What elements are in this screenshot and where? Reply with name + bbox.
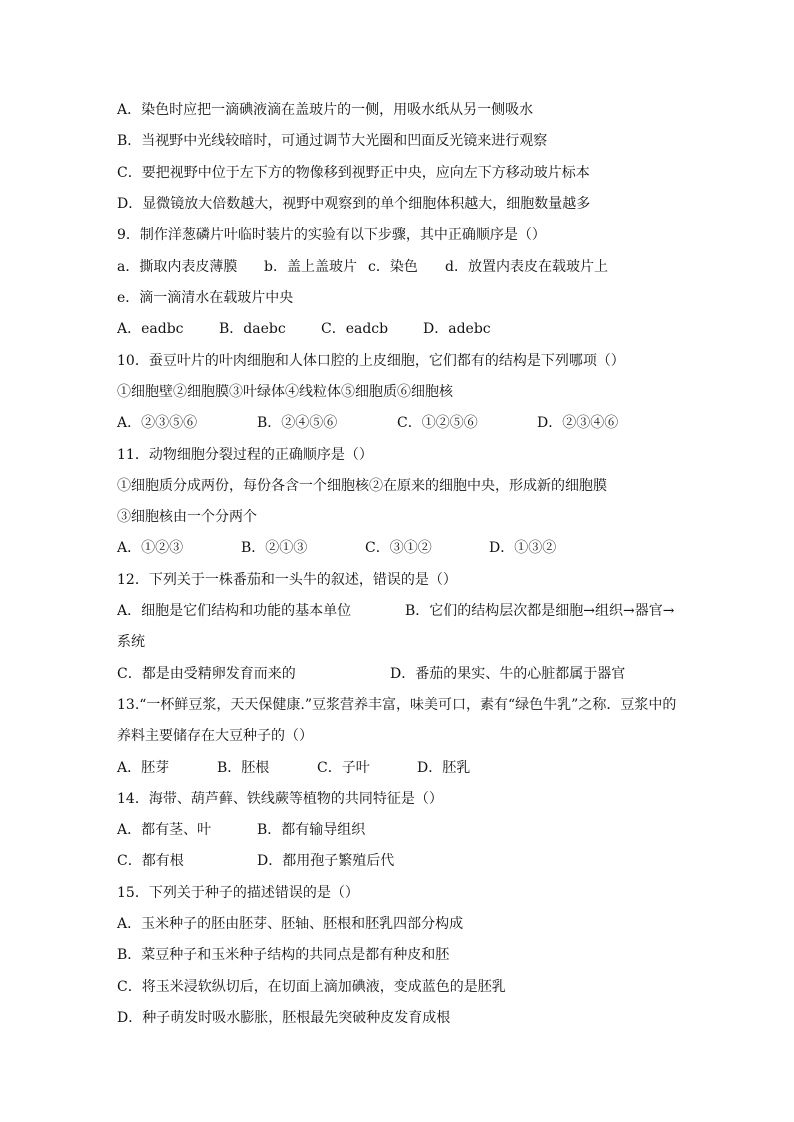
q11-option-c: C．③①② <box>365 540 432 556</box>
q11-options <box>117 536 556 560</box>
q14-options-ab <box>117 818 365 842</box>
q12-stem: 12．下列关于一株番茄和一头牛的叙述，错误的是（） <box>117 572 457 588</box>
q11-option-a: A．①②③ <box>117 540 184 556</box>
q10-option-a: A．②③⑤⑥ <box>117 415 198 431</box>
q12-option-d: D．番茄的果实、牛的心脏都属于器官 <box>390 666 626 682</box>
q12-option-b: B．它们的结构层次都是细胞→组织→器官→ <box>405 603 675 619</box>
q11-option-d: D．①③② <box>489 540 557 556</box>
q12-option-a: A．细胞是它们结构和功能的基本单位 <box>117 603 352 619</box>
q9-option-b: B．daebc <box>219 321 286 337</box>
q10-option-b: B．②④⑤⑥ <box>257 415 338 431</box>
q9-step-d: d．放置内表皮在载玻片上 <box>445 259 608 275</box>
q10-option-c: C．①②⑤⑥ <box>397 415 478 431</box>
q9-option-a: A．eadbc <box>117 321 184 337</box>
q12-option-c: C．都是由受精卵发育而来的 <box>117 666 296 682</box>
q9-step-a: a．撕取内表皮薄膜 <box>117 259 238 275</box>
q11-items-line1: ①细胞质分成两份，每份各含一个细胞核②在原来的细胞中央，形成新的细胞膜 <box>117 478 607 494</box>
q15-option-d: D．种子萌发时吸水膨胀，胚根最先突破种皮发育成根 <box>117 1010 451 1026</box>
q15-option-b: B．菜豆种子和玉米种子结构的共同点是都有种皮和胚 <box>117 947 450 963</box>
q12-option-b-cont: 系统 <box>117 634 145 650</box>
q9-step-e: e．滴一滴清水在载玻片中央 <box>117 290 294 306</box>
q14-option-b: B．都有输导组织 <box>257 822 366 838</box>
q13-stem-line2: 养料主要储存在大豆种子的（） <box>117 728 313 744</box>
q11-items-line2: ③细胞核由一个分两个 <box>117 509 257 525</box>
q15-option-c: C．将玉米浸软纵切后，在切面上滴加碘液，变成蓝色的是胚乳 <box>117 979 506 995</box>
q8-option-a: A．染色时应把一滴碘液滴在盖玻片的一侧，用吸水纸从另一侧吸水 <box>117 102 534 118</box>
q11-option-b: B．②①③ <box>241 540 308 556</box>
q13-option-b: B．胚根 <box>217 760 270 776</box>
q14-option-d: D．都用孢子繁殖后代 <box>257 853 395 869</box>
q14-stem: 14．海带、葫芦藓、铁线蕨等植物的共同特征是（） <box>117 791 443 807</box>
q14-options-cd <box>117 849 394 873</box>
q13-option-c: C．子叶 <box>317 760 370 776</box>
q8-option-b: B．当视野中光线较暗时，可通过调节大光圈和凹面反光镜来进行观察 <box>117 133 548 149</box>
q9-steps-line1 <box>117 255 608 279</box>
q15-option-a: A．玉米种子的胚由胚芽、胚轴、胚根和胚乳四部分构成 <box>117 916 464 932</box>
q13-options <box>117 756 470 780</box>
q13-stem-line1: 13.“一杯鲜豆浆，天天保健康.”豆浆营养丰富，味美可口，素有“绿色牛乳”之称．豆浆中的 <box>117 697 677 713</box>
q14-option-c: C．都有根 <box>117 853 184 869</box>
q11-stem: 11．动物细胞分裂过程的正确顺序是（） <box>117 447 373 463</box>
q9-option-c: C．eadcb <box>321 321 389 337</box>
q8-option-c: C．要把视野中位于左下方的物像移到视野正中央，应向左下方移动玻片标本 <box>117 165 590 181</box>
q15-stem: 15．下列关于种子的描述错误的是（） <box>117 885 359 901</box>
q14-option-a: A．都有茎、叶 <box>117 822 212 838</box>
q9-step-c: c．染色 <box>368 259 418 275</box>
q10-option-d: D．②③④⑥ <box>537 415 619 431</box>
q13-option-a: A．胚芽 <box>117 760 170 776</box>
q9-stem: 9．制作洋葱磷片叶临时装片的实验有以下步骤，其中正确顺序是（） <box>117 227 546 243</box>
q10-options <box>117 411 618 435</box>
q13-option-d: D．胚乳 <box>417 760 471 776</box>
q9-step-b: b．盖上盖玻片 <box>264 259 357 275</box>
q9-option-d: D．adebc <box>423 321 491 337</box>
q10-items: ①细胞壁②细胞膜③叶绿体④线粒体⑤细胞质⑥细胞核 <box>117 384 453 400</box>
q12-options-cd <box>117 662 625 686</box>
q9-options <box>117 317 491 341</box>
q10-stem: 10．蚕豆叶片的叶肉细胞和人体口腔的上皮细胞，它们都有的结构是下列哪项（） <box>117 353 625 369</box>
q12-options-ab <box>117 599 674 623</box>
q8-option-d: D．显微镜放大倍数越大，视野中观察到的单个细胞体积越大，细胞数量越多 <box>117 196 591 212</box>
